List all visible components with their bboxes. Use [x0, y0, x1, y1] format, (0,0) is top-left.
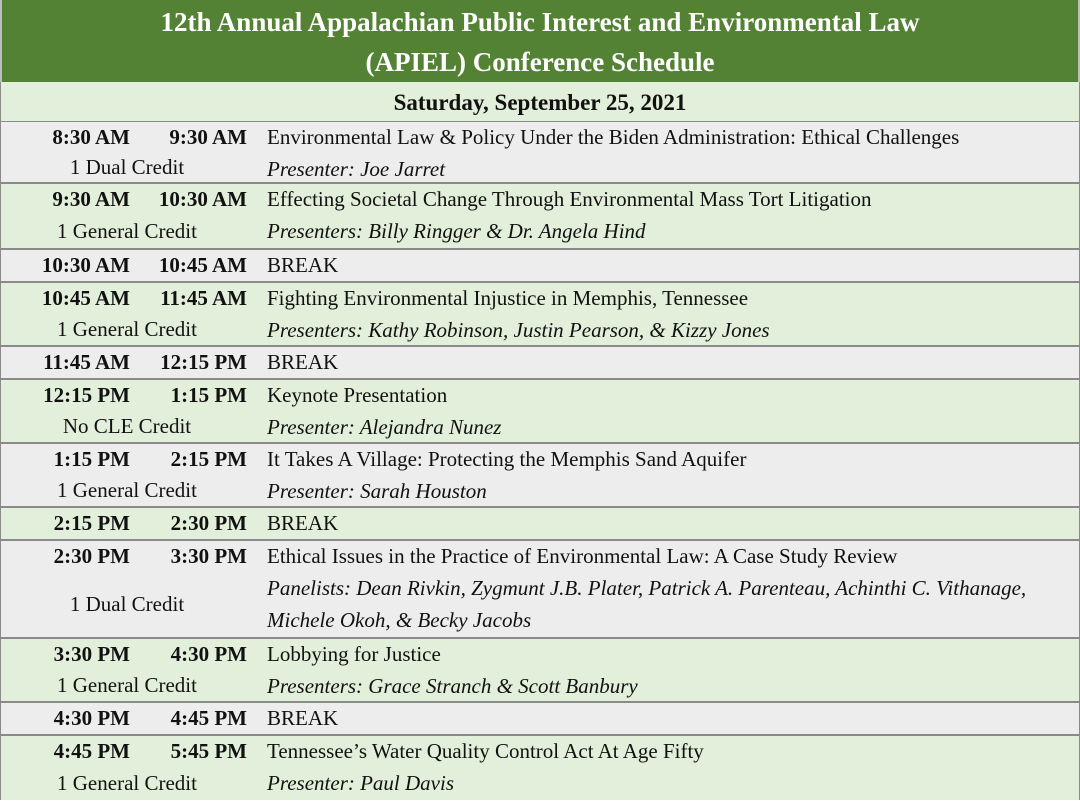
start-time: 4:30 PM: [53, 706, 130, 730]
session-presenter: Presenter: Joe Jarret: [267, 157, 446, 181]
session-presenter: Presenter: Paul Davis: [267, 771, 455, 795]
schedule-title: [0, 0, 1080, 82]
session-presenter: Presenters: Kathy Robinson, Justin Pearson, & Kizzy Jones: [267, 318, 770, 342]
session-title: Ethical Issues in the Practice of Environmental Law: A Case Study Review: [267, 544, 898, 568]
start-time: 9:30 AM: [52, 187, 130, 211]
session-title: Keynote Presentation: [267, 383, 448, 407]
end-time: 2:30 PM: [170, 511, 247, 535]
session-presenter: Presenter: Alejandra Nunez: [267, 415, 502, 439]
session-title: Tennessee’s Water Quality Control Act At Age Fifty: [267, 739, 704, 763]
schedule-row-break: [0, 250, 1080, 283]
credit-label: 1 General Credit: [57, 673, 197, 697]
session-title: It Takes A Village: Protecting the Memphis Sand Aquifer: [267, 447, 747, 471]
session-title: Environmental Law & Policy Under the Biden Administration: Ethical Challenges: [267, 125, 960, 149]
session-title: Lobbying for Justice: [267, 642, 441, 666]
schedule-row: [0, 639, 1080, 703]
start-time: 2:30 PM: [53, 544, 130, 568]
schedule-row: [0, 184, 1080, 250]
start-time: 12:15 PM: [43, 383, 130, 407]
session-title: BREAK: [267, 350, 339, 374]
session-presenter: Presenter: Sarah Houston: [267, 479, 487, 503]
end-time: 1:15 PM: [170, 383, 247, 407]
session-title: BREAK: [267, 253, 339, 277]
schedule-row: [0, 541, 1080, 639]
session-title: BREAK: [267, 706, 339, 730]
credit-label: 1 Dual Credit: [69, 155, 185, 179]
start-time: 1:15 PM: [53, 447, 130, 471]
start-time: 4:45 PM: [53, 739, 130, 763]
session-presenter: Presenters: Billy Ringger & Dr. Angela Hind: [267, 219, 646, 243]
session-title: Effecting Societal Change Through Environmental Mass Tort Litigation: [267, 187, 872, 211]
credit-label: 1 Dual Credit: [69, 592, 185, 616]
end-time: 5:45 PM: [170, 739, 247, 763]
start-time: 2:15 PM: [53, 511, 130, 535]
session-presenter: Presenters: Grace Stranch & Scott Banbury: [267, 674, 638, 698]
end-time: 11:45 AM: [160, 286, 247, 310]
schedule-date: Saturday, September 25, 2021: [0, 82, 1080, 122]
end-time: 3:30 PM: [170, 544, 247, 568]
credit-label: No CLE Credit: [62, 414, 192, 438]
start-time: 8:30 AM: [52, 125, 130, 149]
schedule-row-break: [0, 508, 1080, 541]
credit-label: 1 General Credit: [57, 478, 197, 502]
schedule-row: [0, 283, 1080, 347]
credit-label: 1 General Credit: [57, 219, 197, 243]
schedule-row: [0, 380, 1080, 444]
end-time: 10:30 AM: [158, 187, 247, 211]
session-title: Fighting Environmental Injustice in Memphis, Tennessee: [267, 286, 749, 310]
schedule-row: [0, 736, 1080, 800]
end-time: 2:15 PM: [170, 447, 247, 471]
start-time: 11:45 AM: [43, 350, 130, 374]
schedule-row: [0, 122, 1080, 184]
end-time: 12:15 PM: [160, 350, 247, 374]
title-line-2: (APIEL) Conference Schedule: [365, 47, 715, 77]
schedule-row-break: [0, 347, 1080, 380]
schedule-row-break: [0, 703, 1080, 736]
end-time: 4:45 PM: [170, 706, 247, 730]
title-line-1: 12th Annual Appalachian Public Interest and Environmental Law: [160, 7, 920, 37]
credit-label: 1 General Credit: [57, 771, 197, 795]
session-title: BREAK: [267, 511, 339, 535]
end-time: 4:30 PM: [170, 642, 247, 666]
schedule-row: [0, 444, 1080, 508]
credit-label: 1 General Credit: [57, 317, 197, 341]
session-presenter: Panelists: Dean Rivkin, Zygmunt J.B. Plater, Patrick A. Parenteau, Achinthi C. Vithanage, Michele Okoh, & Becky Jacobs: [267, 576, 1027, 632]
start-time: 10:45 AM: [41, 286, 130, 310]
start-time: 10:30 AM: [41, 253, 130, 277]
start-time: 3:30 PM: [53, 642, 130, 666]
end-time: 10:45 AM: [158, 253, 247, 277]
end-time: 9:30 AM: [169, 125, 247, 149]
